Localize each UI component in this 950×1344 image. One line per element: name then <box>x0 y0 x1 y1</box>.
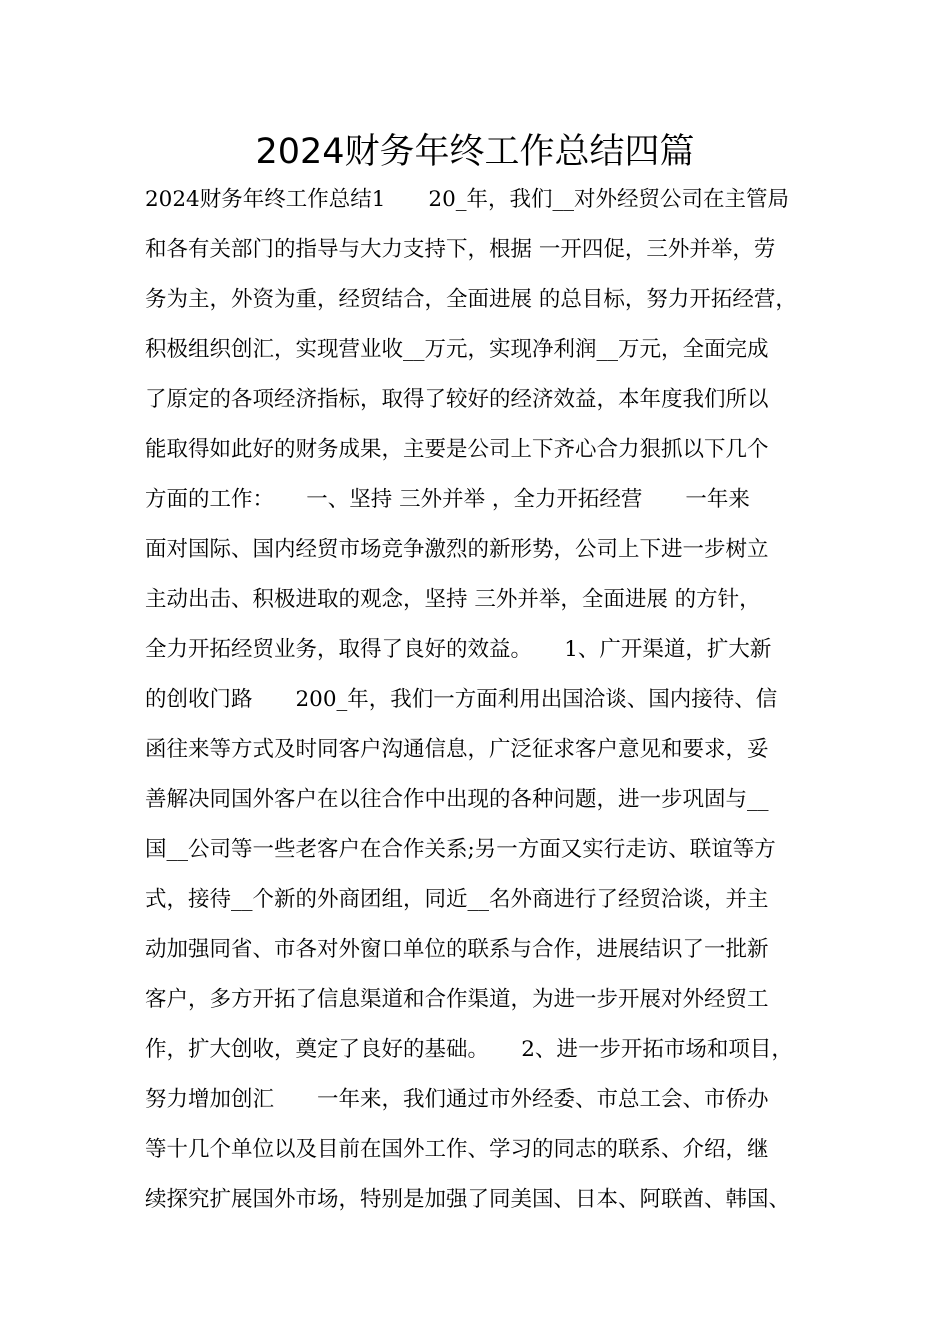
body-line-9: 主动出击、积极进取的观念，坚持 三外并举，全面进展 的方针， <box>145 587 761 612</box>
body-line-20: 等十几个单位以及目前在国外工作、学习的同志的联系、介绍，继 <box>145 1137 769 1162</box>
body-line-2: 和各有关部门的指导与大力支持下，根据 一开四促，三外并举，劳 <box>145 237 776 262</box>
body-line-6: 能取得如此好的财务成果，主要是公司上下齐心合力狠抓以下几个 <box>145 437 769 462</box>
document-title: 2024财务年终工作总结四篇 <box>255 132 695 172</box>
body-line-8: 面对国际、国内经贸市场竞争激烈的新形势，公司上下进一步树立 <box>145 537 769 562</box>
body-line-16: 动加强同省、市各对外窗口单位的联系与合作，进展结识了一批新 <box>145 937 769 962</box>
body-line-13: 善解决同国外客户在以往合作中出现的各种问题，进一步巩固与__ <box>145 787 769 812</box>
body-line-11: 的创收门路 200_年，我们一方面利用出国洽谈、国内接待、信 <box>145 687 778 712</box>
body-line-1: 2024财务年终工作总结1 20_年，我们__对外经贸公司在主管局 <box>145 187 790 212</box>
body-line-12: 函往来等方式及时同客户沟通信息，广泛征求客户意见和要求，妥 <box>145 737 769 762</box>
body-line-7: 方面的工作： 一、坚持 三外并举 ，全力开拓经营 一年来 <box>145 487 750 512</box>
body-line-5: 了原定的各项经济指标，取得了较好的经济效益，本年度我们所以 <box>145 387 769 412</box>
body-line-3: 务为主，外资为重，经贸结合，全面进展 的总目标，努力开拓经营， <box>145 287 797 312</box>
body-line-19: 努力增加创汇 一年来，我们通过市外经委、市总工会、市侨办 <box>145 1087 769 1112</box>
body-line-18: 作，扩大创收，奠定了良好的基础。 2、进一步开拓市场和项目， <box>145 1037 793 1062</box>
body-line-4: 积极组织创汇，实现营业收__万元，实现净利润__万元，全面完成 <box>145 337 769 362</box>
body-line-14: 国__公司等一些老客户在合作关系;另一方面又实行走访、联谊等方 <box>145 837 776 862</box>
body-line-15: 式，接待__个新的外商团组，同近__名外商进行了经贸洽谈，并主 <box>145 887 769 912</box>
body-line-21: 续探究扩展国外市场，特别是加强了同美国、日本、阿联酋、韩国、 <box>145 1187 791 1212</box>
body-line-17: 客户，多方开拓了信息渠道和合作渠道，为进一步开展对外经贸工 <box>145 987 769 1012</box>
body-line-10: 全力开拓经贸业务，取得了良好的效益。 1、广开渠道，扩大新 <box>145 637 772 662</box>
